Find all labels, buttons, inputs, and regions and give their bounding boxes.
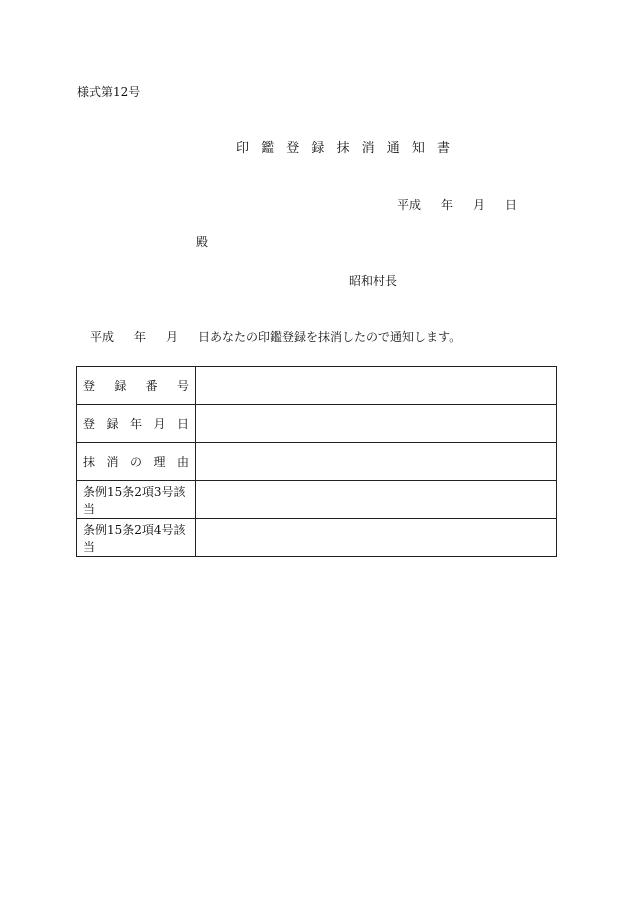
- value-cancellation-reason: [196, 443, 557, 481]
- label-char: 日: [176, 417, 189, 431]
- issuer-name: 昭和村長: [349, 274, 398, 288]
- notice-text-line: [90, 329, 461, 345]
- label-char: 消: [106, 455, 119, 469]
- value-registration-date: [196, 405, 557, 443]
- value-article-15-2-3: [196, 481, 557, 519]
- table-row-registration-date: [77, 405, 557, 443]
- label-char: 年: [129, 417, 142, 431]
- label-cancellation-reason: [77, 443, 196, 481]
- label-registration-number: [77, 367, 196, 405]
- label-article-15-2-3: [77, 481, 196, 519]
- label-char: 理: [153, 455, 166, 469]
- date-month: 月: [473, 198, 486, 212]
- date-year: 年: [441, 198, 454, 212]
- label-char: 録: [106, 417, 119, 431]
- label-text: 条例15条2項4号該当: [83, 522, 186, 554]
- date-day: 日: [505, 198, 518, 212]
- table-row-article-15-2-3: [77, 481, 557, 519]
- label-char: 由: [176, 455, 189, 469]
- value-registration-number: [196, 367, 557, 405]
- label-char: 抹: [83, 455, 96, 469]
- label-char: 号: [176, 379, 189, 393]
- notice-text: 日あなたの印鑑登録を抹消したので通知します。: [198, 330, 462, 344]
- label-char: の: [129, 455, 142, 469]
- notice-year: 年: [134, 330, 147, 344]
- form-number: 様式第12号: [77, 85, 141, 99]
- addressee-suffix: 殿: [196, 235, 209, 249]
- label-char: 月: [153, 417, 166, 431]
- label-char: 番: [145, 379, 158, 393]
- value-article-15-2-4: [196, 519, 557, 557]
- table-row-cancellation-reason: [77, 443, 557, 481]
- label-article-15-2-4: [77, 519, 196, 557]
- document-title: 印 鑑 登 録 抹 消 通 知 書: [236, 141, 455, 156]
- label-char: 登: [83, 379, 96, 393]
- date-line: [397, 197, 517, 213]
- label-registration-date: [77, 405, 196, 443]
- label-char: 録: [114, 379, 127, 393]
- info-table: [76, 366, 557, 557]
- table-row-article-15-2-4: [77, 519, 557, 557]
- notice-era: 平成: [90, 330, 115, 344]
- table-row-registration-number: [77, 367, 557, 405]
- label-text: 条例15条2項3号該当: [83, 484, 186, 516]
- label-char: 登: [83, 417, 96, 431]
- date-era: 平成: [397, 198, 422, 212]
- notice-month: 月: [166, 330, 179, 344]
